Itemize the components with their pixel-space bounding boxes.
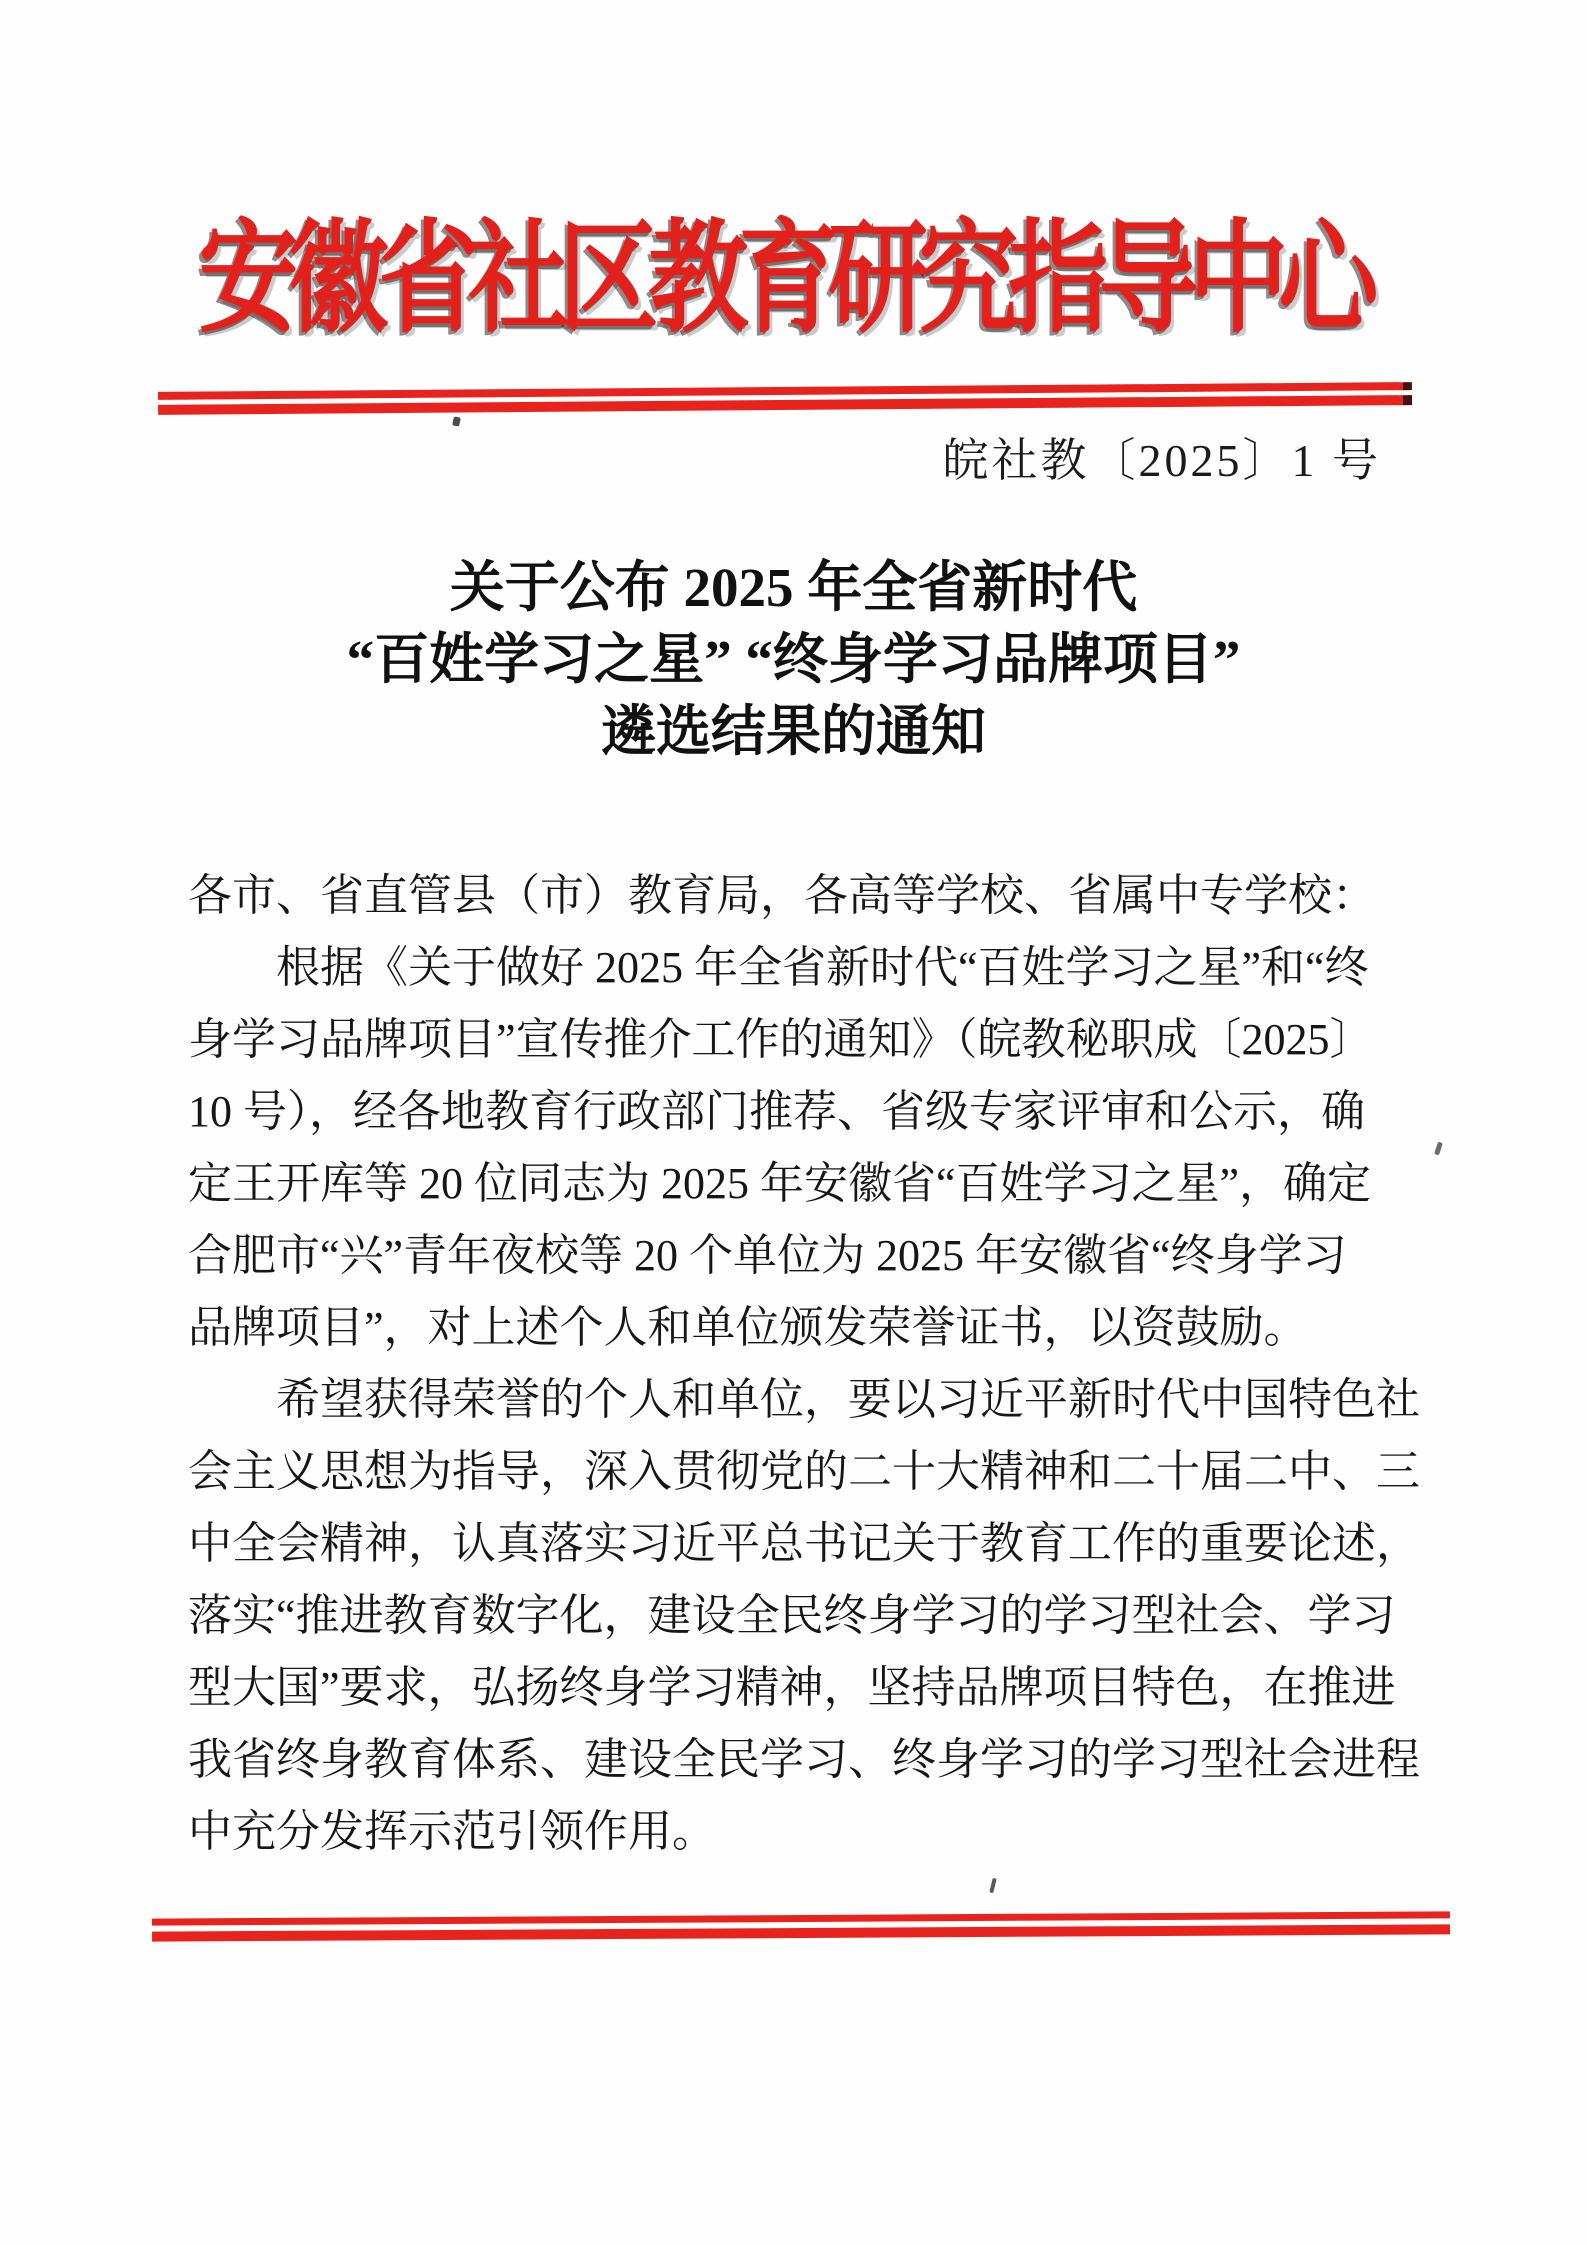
body-text-line: 根据《关于做好 2025 年全省新时代“百姓学习之星”和“终 <box>276 943 1369 992</box>
document-number: 皖社教〔2025〕1 号 <box>942 435 1381 486</box>
body-text-line: 中充分发挥示范引领作用。 <box>188 1807 716 1856</box>
body-text-line: 落实“推进教育数字化，建设全民终身学习的学习型社会、学习 <box>188 1591 1396 1640</box>
footer-divider-double-line <box>152 1911 1450 1941</box>
body-text-line: 各市、省直管县（市）教育局，各高等学校、省属中专学校： <box>188 871 1376 920</box>
footer-divider-line-thick <box>152 1924 1450 1941</box>
letterhead-title: 安徽省社区教育研究指导中心 <box>198 211 1369 348</box>
body-text-line: 中全会精神，认真落实习近平总书记关于教育工作的重要论述， <box>188 1519 1420 1568</box>
scan-speck <box>452 416 461 426</box>
body-text-line: 身学习品牌项目”宣传推介工作的通知》（皖教秘职成〔2025〕 <box>188 1015 1374 1064</box>
body-text-line: 我省终身教育体系、建设全民学习、终身学习的学习型社会进程 <box>188 1735 1420 1784</box>
body-text-line: 希望获得荣誉的个人和单位，要以习近平新时代中国特色社 <box>276 1375 1420 1424</box>
document-title <box>0 552 1587 768</box>
footer-divider-line-thin <box>152 1911 1450 1925</box>
document-title-line: “百姓学习之星” “终身学习品牌项目” <box>346 629 1241 690</box>
body-text-line: 定王开库等 20 位同志为 2025 年安徽省“百姓学习之星”，确定 <box>188 1159 1372 1208</box>
body-text-line: 合肥市“兴”青年夜校等 20 个单位为 2025 年安徽省“终身学习 <box>188 1231 1347 1280</box>
scan-speck <box>1434 1142 1443 1156</box>
scan-speck <box>989 1878 997 1894</box>
body-text-line: 10 号），经各地教育行政部门推荐、省级专家评审和公示，确 <box>188 1087 1365 1136</box>
document-body <box>188 860 1420 1868</box>
document-title-line: 关于公布 2025 年全省新时代 <box>449 557 1138 618</box>
body-text-line: 会主义思想为指导，深入贯彻党的二十大精神和二十届二中、三 <box>188 1447 1420 1496</box>
body-text-line: 型大国”要求，弘扬终身学习精神，坚持品牌项目特色，在推进 <box>188 1663 1396 1712</box>
header-divider-double-line <box>158 382 1412 415</box>
body-text-line: 品牌项目”，对上述个人和单位颁发荣誉证书，以资鼓励。 <box>188 1303 1308 1352</box>
document-title-line: 遴选结果的通知 <box>600 701 986 762</box>
